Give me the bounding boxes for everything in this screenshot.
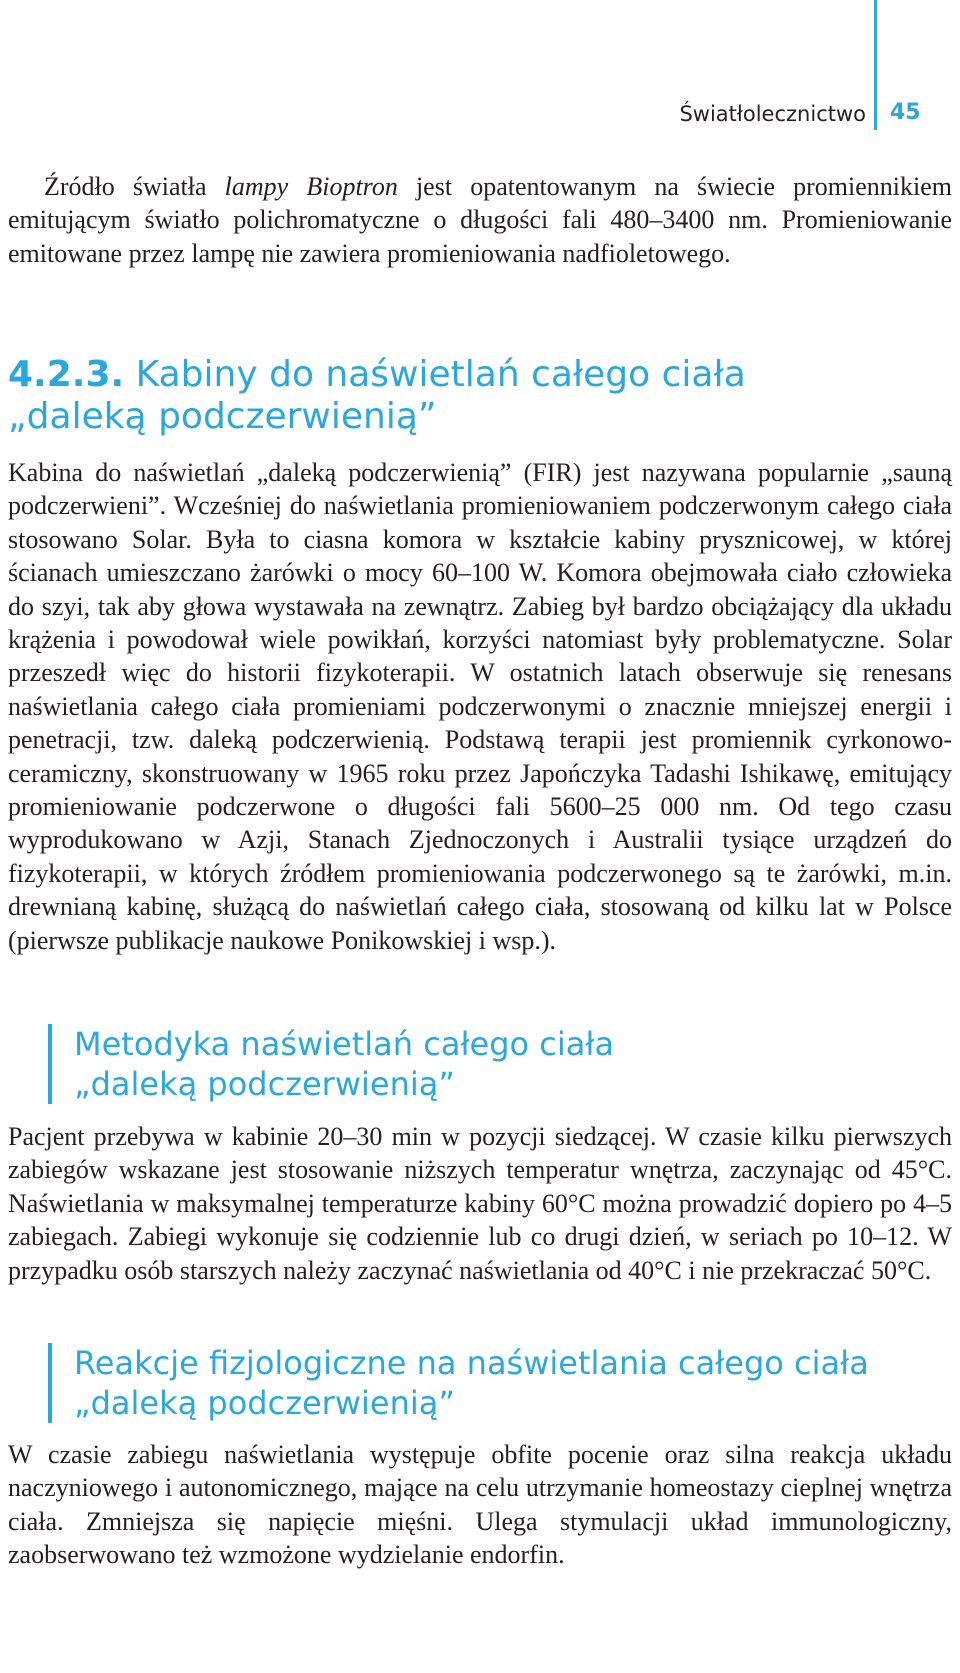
- page-margin-rule: [874, 0, 877, 130]
- reactions-body: W czasie zabiegu naświetlania występuje obfite pocenie oraz silna reakcja układu naczyniowego i autonomicznego, mające na celu utrzymanie homeostazy cieplnej wnętrza ciała. Zmniejsza się napięcie mięśni. Ulega stymulacji układ immunologiczny, zaobserwowano też wzmożone wydzielanie endorfin.: [8, 1440, 952, 1570]
- section-title-line1: Kabiny do naświetlań całego ciała: [135, 354, 746, 395]
- running-head: Światłolecznictwo: [679, 102, 866, 126]
- reactions-title-line2: „daleką podczerwienią”: [74, 1384, 455, 1422]
- intro-paragraph: [8, 170, 952, 270]
- methodology-title-line2: „daleką podczerwienią”: [74, 1065, 455, 1103]
- section-heading: [8, 354, 948, 438]
- section-number: 4.2.3.: [8, 354, 125, 395]
- intro-italic-term: lampy Bioptron: [224, 172, 398, 201]
- page-number: 45: [890, 100, 921, 125]
- intro-text-end: jest opatentowanym na świecie promiennikiem emitującym światło polichromatyczne o długości fali 480–3400 nm. Promieniowanie emitowane przez lampę nie zawiera promieniowania nadfioletowego.: [8, 172, 952, 268]
- section-title-line2: „daleką podczerwienią”: [8, 396, 437, 437]
- methodology-title-line1: Metodyka naświetlań całego ciała: [74, 1025, 615, 1063]
- reactions-title-line1: Reakcje fizjologiczne na naświetlania całego ciała: [74, 1344, 869, 1382]
- intro-text-start: Źródło światła: [44, 172, 225, 201]
- methodology-body: Pacjent przebywa w kabinie 20–30 min w pozycji siedzącej. W czasie kilku pierwszych zabiegów wskazane jest stosowanie niższych temperatur wnętrza, zaczynając od 45°C. Naświetlania w maksymalnej temperaturze kabiny 60°C można prowadzić dopiero po 4–5 zabiegach. Zabiegi wykonuje się codziennie lub co drugi dzień, w seriach po 10–12. W przypadku osób starszych należy zaczynać naświetlania od 40°C i nie przekraczać 50°C.: [8, 1122, 952, 1285]
- reactions-heading: [48, 1343, 954, 1423]
- methodology-heading: [48, 1024, 954, 1104]
- section-body: Kabina do naświetlań „daleką podczerwienią” (FIR) jest nazywana popularnie „sauną podczerwieni”. Wcześniej do naświetlania promieniowaniem podczerwonym całego ciała stosowano Solar. Była to ciasna komora w kształcie kabiny prysznicowej, w której ścianach umieszczano żarówki o mocy 60–100 W. Komora obejmowała ciało człowieka do szyi, tak aby głowa wystawała na zewnątrz. Zabieg był bardzo obciążający dla układu krążenia i powodował wiele powikłań, korzyści natomiast były problematyczne. Solar przeszedł więc do historii fizykoterapii. W ostatnich latach obserwuje się renesans naświetlania całego ciała promieniami podczerwonymi o znacznie mniejszej energii i penetracji, tzw. daleką podczerwienią. Podstawą terapii jest promiennik cyrkonowo-ceramiczny, skonstruowany w 1965 roku przez Japończyka Tadashi Ishikawę, emitujący promieniowanie podczerwone o długości fali 5600–25 000 nm. Od tego czasu wyprodukowano w Azji, Stanach Zjednoczonych i Australii tysiące urządzeń do fizykoterapii, w których źródłem promieniowania podczerwonego są te żarówki, m.in. drewnianą kabinę, służącą do naświetlań całego ciała, stosowaną od kilku lat w Polsce (pierwsze publikacje naukowe Ponikowskiej i wsp.).: [8, 458, 952, 955]
